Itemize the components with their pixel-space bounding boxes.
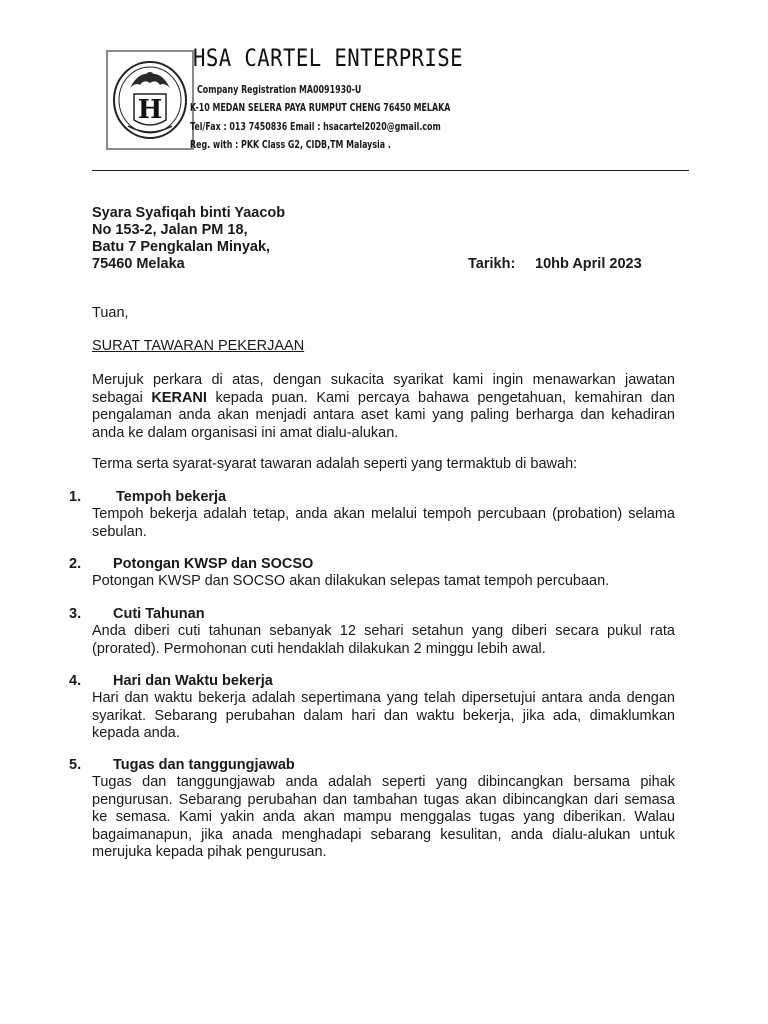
section-title: Cuti Tahunan	[113, 606, 205, 622]
intro-text-end: kepada puan. Kami percaya bahawa pengetahuan, kemahiran dan pengalaman anda akan menjadi antara aset kami yang paling berharga dan kehadiran anda ke dalam organisasi ini amat dialu-alukan.	[92, 389, 675, 441]
section-number: 3.	[69, 606, 82, 622]
section-body: Anda diberi cuti tahunan sebanyak 12 sehari setahun yang diberi secara pukul rata (prorated). Permohonan cuti hendaklah dilakukan 2 minggu lebih awal.	[92, 623, 675, 657]
section-number: 2.	[69, 556, 82, 572]
svg-text:H: H	[137, 95, 163, 125]
section-title: Potongan KWSP dan SOCSO	[113, 556, 314, 572]
section-body: Hari dan waktu bekerja adalah sepertimana yang telah dipersetujui antara anda dengan syarikat. Sebarang perubahan dalam hari dan waktu bekerja, jika ada, dimaklumkan kepada anda.	[92, 690, 675, 741]
section-body: Tugas dan tanggungjawab anda adalah seperti yang dibincangkan bersama pihak pengurusan. Sebarang perubahan dan tambahan tugas akan dibincangkan dari semasa ke semasa. Kami yakin anda akan mampu menggalas tugas yang diberikan. Walau bagaimanapun, jika anada menghadapi sebarang kesulitan, anda dialu-alukan untuk merujuka kepada pihak pengurusan.	[92, 774, 675, 860]
company-name: HSA CARTEL ENTERPRISE	[193, 44, 463, 72]
company-registration: Company Registration MA0091930-U	[197, 83, 362, 96]
company-logo	[106, 50, 194, 150]
recipient-address-line1: No 153-2, Jalan PM 18,	[92, 222, 248, 238]
company-address: K-10 MEDAN SELERA PAYA RUMPUT CHENG 76450 MELAKA	[190, 101, 451, 114]
section-title: Tugas dan tanggungjawab	[113, 757, 295, 773]
section-body: Potongan KWSP dan SOCSO akan dilakukan selepas tamat tempoh percubaan.	[92, 573, 610, 589]
section-number: 4.	[69, 673, 82, 689]
date-label: Tarikh:	[468, 256, 516, 272]
letterhead-divider	[92, 170, 689, 171]
date-value: 10hb April 2023	[535, 256, 642, 272]
letter-subject: SURAT TAWARAN PEKERJAAN	[92, 338, 305, 354]
company-registered-with: Reg. with : PKK Class G2, CIDB,TM Malaysia .	[190, 138, 391, 151]
section-number: 1.	[69, 489, 82, 505]
terms-intro: Terma serta syarat-syarat tawaran adalah seperti yang termaktub di bawah:	[92, 456, 578, 472]
section-title: Hari dan Waktu bekerja	[113, 673, 273, 689]
logo-emblem-icon	[108, 52, 192, 148]
section-title: Tempoh bekerja	[116, 489, 227, 505]
offered-role: KERANI	[151, 389, 207, 406]
intro-paragraph	[92, 372, 675, 442]
recipient-address-line2: Batu 7 Pengkalan Minyak,	[92, 239, 271, 255]
recipient-address-line3: 75460 Melaka	[92, 256, 185, 272]
section-body: Tempoh bekerja adalah tetap, anda akan melalui tempoh percubaan (probation) selama sebulan.	[92, 506, 675, 540]
company-contact: Tel/Fax : 013 7450836 Email : hsacartel2020@gmail.com	[190, 120, 441, 133]
salutation: Tuan,	[92, 305, 129, 321]
section-number: 5.	[69, 757, 82, 773]
intro-text-start: Merujuk perkara di atas, dengan sukacita syarikat kami ingin menawarkan jawatan sebagai	[92, 372, 675, 406]
recipient-name: Syara Syafiqah binti Yaacob	[92, 205, 286, 221]
